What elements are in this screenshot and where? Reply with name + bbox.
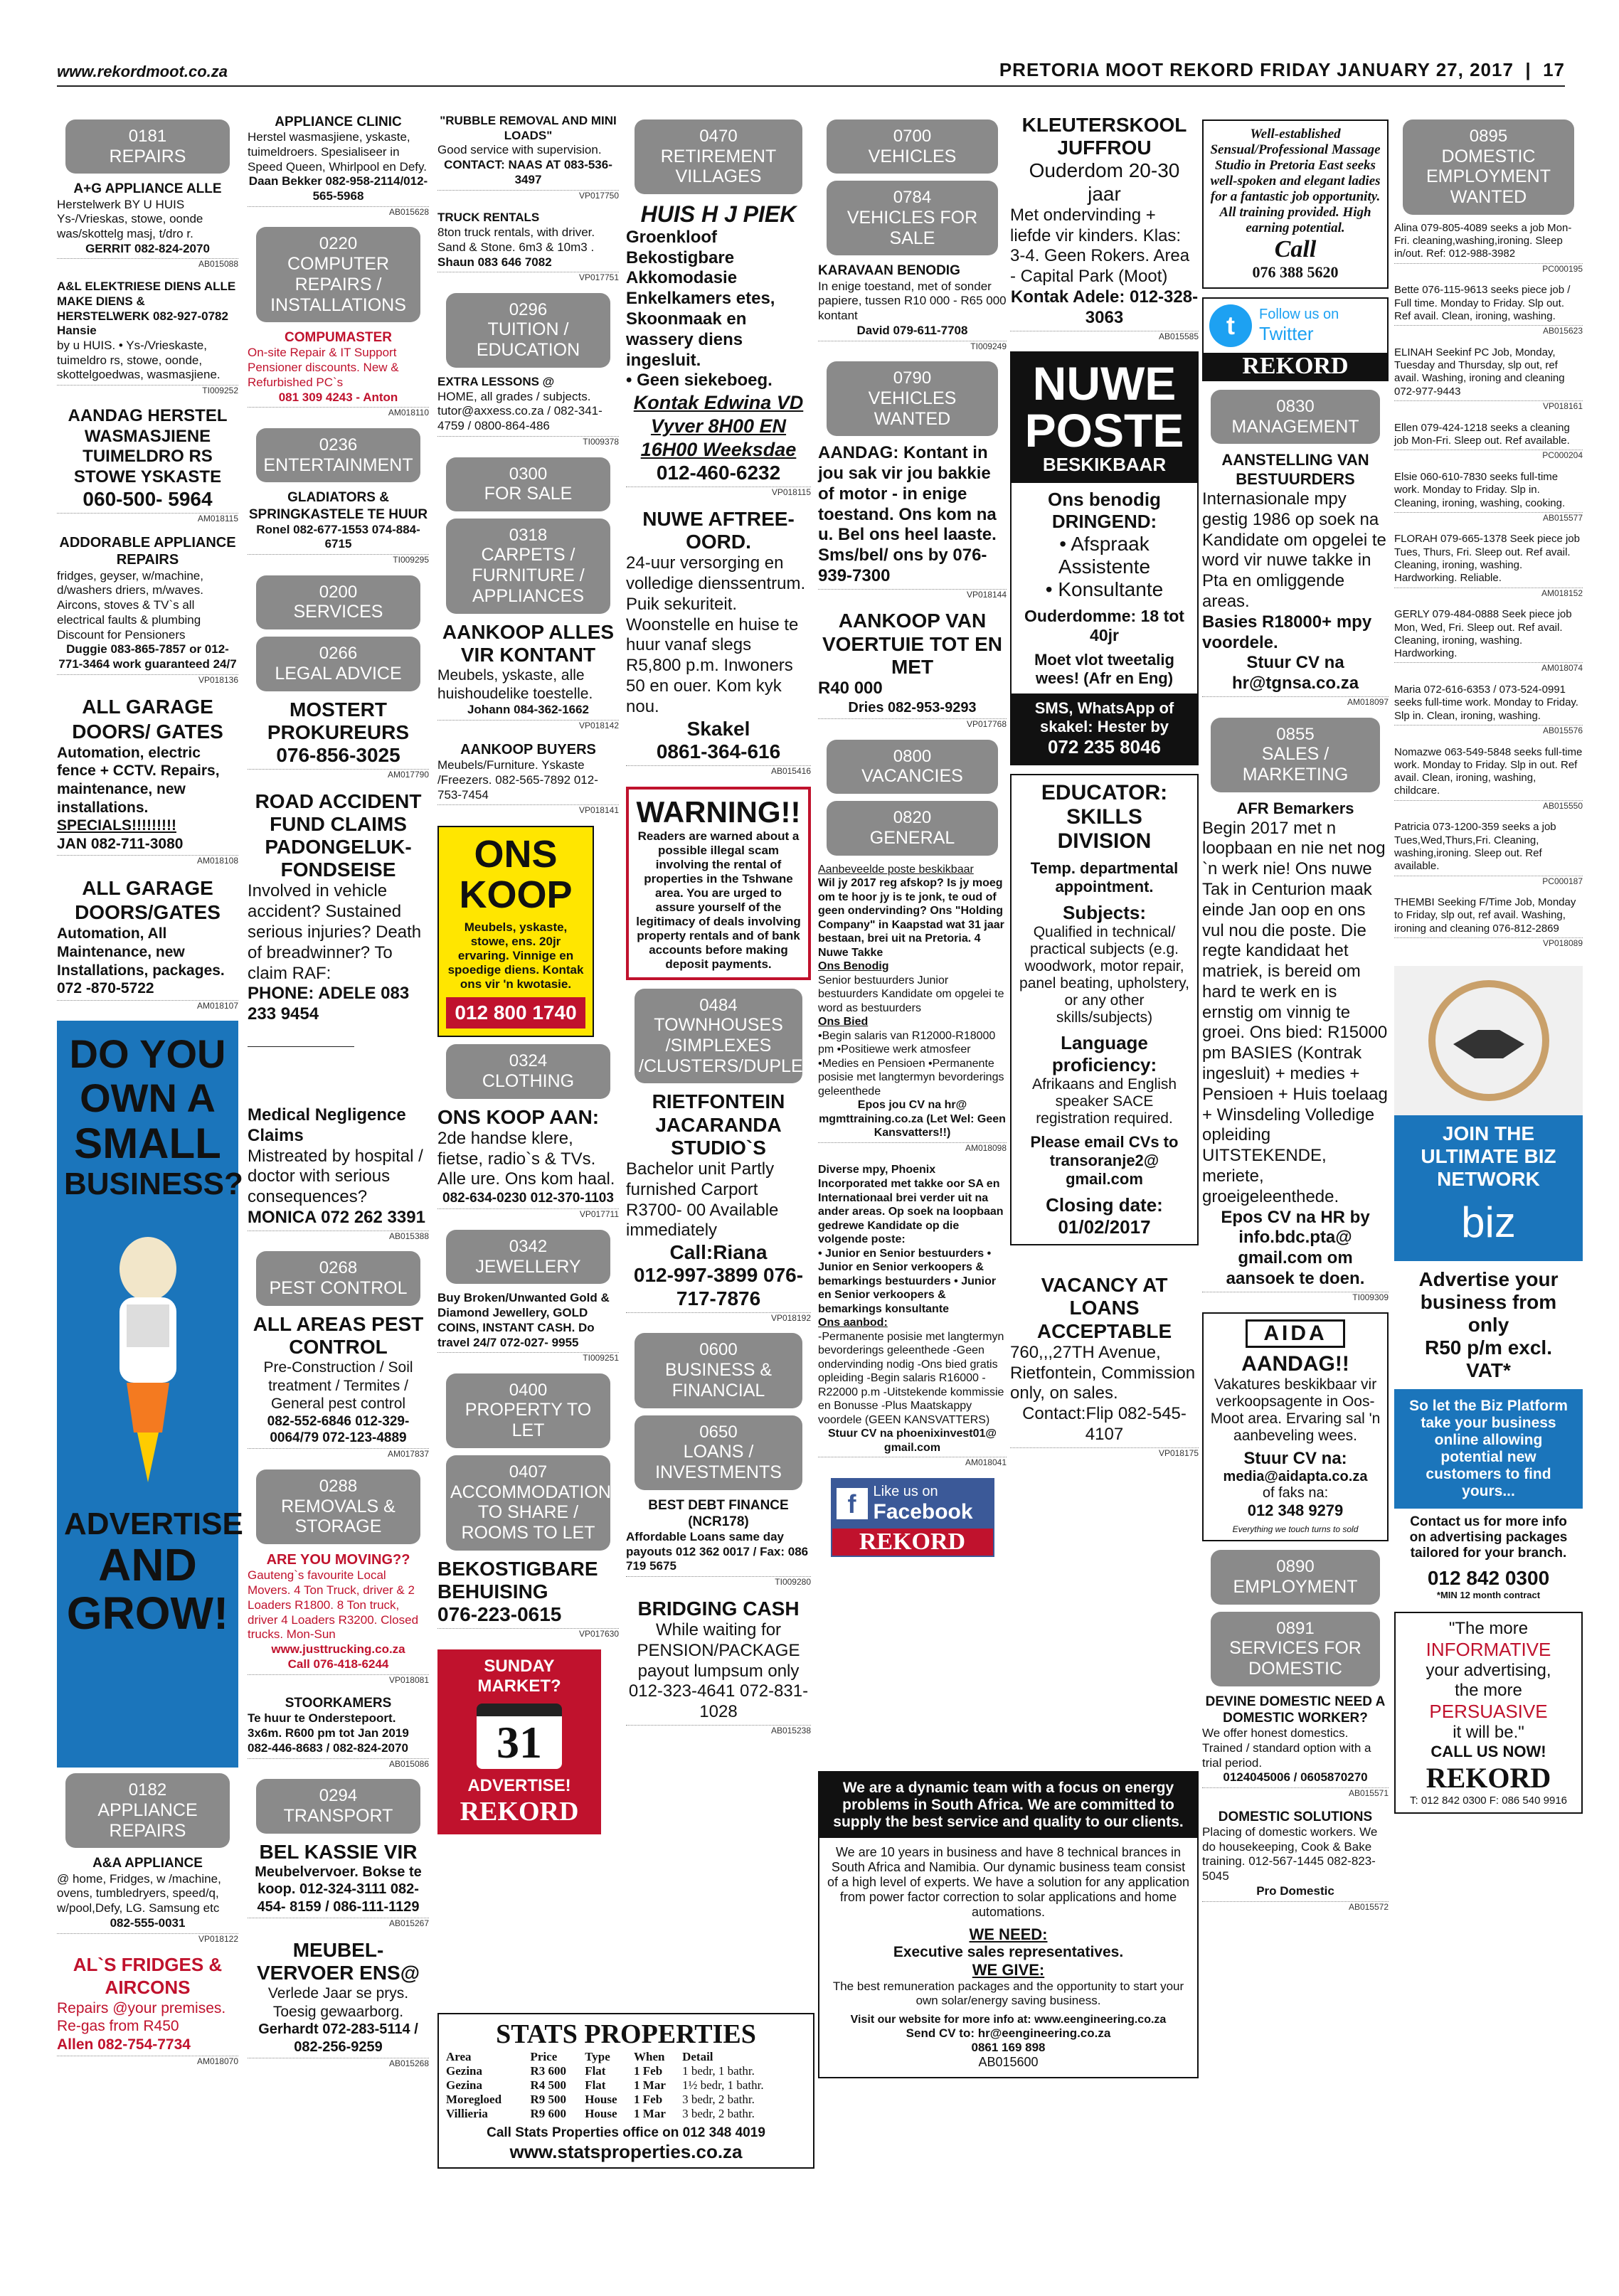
- column-6: [1010, 114, 1199, 1468]
- nuwe-poste-ad: NUWE POSTE BESKIKBAAR Ons benodig DRINGEND: • Afspraak Assistente • Konsultante Ouderdomme: 18 tot 40jr Moet vlot tweetalig wees! (Afr en Eng) SMS, WhatsApp of skakel: Hester by 072 235 8046: [1010, 351, 1199, 765]
- classified-ad: TRUCK RENTALS 8ton truck rentals, with driver. Sand & Stone. 6m3 & 10m3 . Shaun 083 646 7082 VP017751: [437, 211, 619, 283]
- table-header: Area Price Type When Detail: [446, 2050, 713, 2063]
- column-4: [626, 114, 839, 1746]
- classified-ad: HUIS H J PIEK Groenkloof Bekostigbare Akkomodasie Enkelkamers etes, Skoonmaak en wassery diens ingesluit. • Geen siekeboeg. Kontak Edwina VD Vyver 8H00 EN 16H00 Weeksdae 012-460-6232 VP018115: [626, 201, 811, 498]
- aida-ad: AIDA AANDAG!! Vakatures beskikbaar vir verkoopsagente in Oos-Moot area. Ervaring sal 'n aanbeveling wees. Stuur CV na: media@aidapta.co.za of faks na: 012 348 9279 Everything we touch turns to sold: [1202, 1312, 1389, 1541]
- category-sales-marketing: 0855 SALES / MARKETING: [1211, 718, 1380, 792]
- aida-logo: AIDA: [1246, 1319, 1345, 1348]
- classified-ad: AANKOOP BUYERS Meubels/Furniture. Yskaste /Freezers. 082-565-7892 012- 753-7454 VP018141: [437, 741, 619, 816]
- classified-ad: "RUBBLE REMOVAL AND MINI LOADS" Good service with supervision. CONTACT: NAAS AT 083-536-3497 VP017750: [437, 114, 619, 201]
- classified-ad: AFR Bemarkers Begin 2017 met n loopbaan en nie net nog `n werk nie! Ons nuwe Tak in Centurion maak einde Jan oop en ons vul nou die poste. Die regte kandidaat het matriek, is bereid om hard te werk en is ernstig om vinnig te groei. Ons bied: R15000 pm BASIES (Kontrak ingesluit) + medies + Pensioen + Huis toelaag + Winsdeling Volledige opleiding UITSTEKENDE, meriete, groeigeleenthede. Epos CV na HR by info.bdc.pta@ gmail.com om aansoek te doen. TI009309: [1202, 799, 1389, 1302]
- category-services: 0200 SERVICES: [256, 575, 420, 629]
- classified-ad: AANKOOP ALLES VIR KONTANT Meubels, yskaste, alle huishoudelike toestelle. Johann 084-362-1662 VP018142: [437, 620, 619, 731]
- classified-ad: Medical Negligence Claims Mistreated by hospital / doctor with serious consequences? MONICA 072 262 3391 AB015388: [248, 1105, 429, 1241]
- table-row: Gezina R4 500 Flat 1 Mar 1½ bedr, 1 bathr.: [446, 2078, 764, 2092]
- category-clothing: 0324 CLOTHING: [446, 1044, 610, 1098]
- paper-title: PRETORIA MOOT REKORD FRIDAY JANUARY 27, 2017 | 17: [999, 59, 1565, 80]
- classified-ad: GLADIATORS & SPRINGKASTELE TE HUUR Ronel 082-677-1553 074-884-6715 TI009295: [248, 490, 429, 565]
- classified-ad: Aanbeveelde poste beskikbaar Wil jy 2017 reg afskop? Is jy moeg om te hoor jy is te jonk, te oud of geen ondervinding? Ons "Holding Company" in Kaapstad wat 31 jaar bestaan, brei uit na Pretoria. 4 Nuwe Takke Ons Benodig Senior bestuurders Junior bestuurders Kandidate om opgelei te word as bestuurders Ons Bied •Begin salaris van R12000-R18000 pm •Positiewe werk atmosfeer •Medies en Pensioen •Permanente posisie met langtermyn bevorderings geleenthede Epos jou CV na hr@ mgmttraining.co.za (Let Wel: Geen Kansvatters!!) AM018098: [818, 863, 1007, 1153]
- category-employment: 0890 EMPLOYMENT: [1211, 1550, 1380, 1604]
- classified-ad: BRIDGING CASH While waiting for PENSION/PACKAGE payout lumpsum only 012-323-4641 072-831-1028 AB015238: [626, 1598, 811, 1739]
- classified-ad: MEUBEL-VERVOER ENS@ Verlede Jaar se prys. Toesig gewaarborg. Gerhardt 072-283-5114 / 082-256-9259 AB015268: [248, 1939, 429, 2072]
- list-item: Bette 076-115-9613 seeks piece job / Full time. Monday to Friday. Slp out. Ref avail. Clean, ironing, washing. AB015623: [1394, 284, 1583, 336]
- category-accommodation: 0407 ACCOMMODATION TO SHARE / ROOMS TO LET: [446, 1455, 610, 1551]
- list-item: FLORAH 079-665-1378 Seek piece job Tues, Thurs, Fri. Sleep out. Ref avail. Cleaning, ironing, washing. Hardworking. Reliable. AM018152: [1394, 533, 1583, 598]
- list-item: Nomazwe 063-549-5848 seeks full-time work. Monday to Friday. Slp in out. Ref avail. Clean, ironing, washing, childcare. AB015550: [1394, 745, 1583, 811]
- category-vehicles: 0700 VEHICLES: [827, 119, 998, 174]
- warning-notice: WARNING!! Readers are warned about a possible illegal scam involving the rental of properties in the Tshwane area. You are urged to assure yourself of the legitimacy of deals involving property rentals and of bank accounts before making deposit payments.: [626, 787, 811, 980]
- classified-ad: BEL KASSIE VIR Meubelvervoer. Bokse te koop. 012-324-3111 082-454- 8159 / 086-111-1129 AB015267: [248, 1841, 429, 1932]
- category-carpets-furniture: 0318 CARPETS / FURNITURE / APPLIANCES: [446, 519, 610, 614]
- column-5: [818, 114, 1007, 1557]
- category-management: 0830 MANAGEMENT: [1211, 390, 1380, 444]
- facebook-promo[interactable]: f Like us on Facebook REKORD: [831, 1478, 994, 1557]
- classified-ad: ALL GARAGE DOORS/ GATES Automation, electric fence + CCTV. Repairs, maintenance, new installations. SPECIALS!!!!!!!!! JAN 082-711-3080 AM018108: [57, 696, 238, 866]
- category-for-sale: 0300 FOR SALE: [446, 457, 610, 511]
- table-row: Moregloed R9 500 House 1 Feb 3 bedr, 2 bathr.: [446, 2093, 755, 2106]
- twitter-promo[interactable]: t Follow us on Twitter REKORD: [1202, 297, 1389, 381]
- category-repairs: 0181 REPAIRS: [65, 119, 230, 174]
- classified-ad: COMPUMASTER On-site Repair & IT Support Pensioner discounts. New & Refurbished PC`s 081 309 4243 - Anton AM018110: [248, 330, 429, 418]
- eengineering-ad: We are a dynamic team with a focus on energy problems in South Africa. We are committed to supply the best service and quality to our clients. We are 10 years in business and have 8 technical brances in South Africa and Namibia. Our dynamic business team consist of a high level of experts. We have a solution for any application from power factor correction to solar applications and home automations. WE NEED: Executive sales representatives. WE GIVE: The best remuneration packages and the opportunity to start your own solar/energy saving business. Visit our website for more info at: www.eengineering.co.za Send CV to: hr@eengineering.co.za 0861 169 898 AB015600: [818, 1771, 1199, 2078]
- list-item: Ellen 079-424-1218 seeks a cleaning job Mon-Fri. Sleep out. Ref available. PC000204: [1394, 421, 1583, 461]
- column-1: [57, 114, 243, 2077]
- classified-ad: A&L ELEKTRIESE DIENS ALLE MAKE DIENS & HERSTELWERK 082-927-0782 Hansie by u HUIS. • Ys-/Vrieskaste, tuimeldro rs, stowe, oonde, skottelgoedwas, wasmasjiene. TI009252: [57, 280, 238, 396]
- ons-koop-ad: ONS KOOP Meubels, yskaste, stowe, ens. 20jr ervaring. Vinnige en spoedige diens. Kontak ons vir 'n kwotasie. 012 800 1740: [437, 826, 594, 1037]
- classified-ad: ONS KOOP AAN: 2de handse klere, fietse, radio`s & TVs. Alle ure. Ons kom haal. 082-634-0230 012-370-1103 VP017711: [437, 1105, 619, 1220]
- educator-ad: EDUCATOR: SKILLS DIVISION Temp. departmental appointment. Subjects: Qualified in technical/ practical subjects (e.g. woodwork, motor repair, panel beating, upholstery, or any other skills/subjects) Language proficiency: Afrikaans and English speaker SACE registration required. Please email CVs to transoranje2@ gmail.com Closing date: 01/02/2017: [1010, 774, 1199, 1245]
- handshake-image: [1394, 966, 1583, 1115]
- classified-ad: ADDORABLE APPLIANCE REPAIRS fridges, geyser, w/machine, d/washers driers, m/waves. Aircons, stoves & TV`s all electrical faults & plumbing Discount for Pensioners Duggie 083-865-7857 or 012-771-3464 work guaranteed 24/7 VP018136: [57, 534, 238, 685]
- biz-logo: biz: [1461, 1198, 1516, 1246]
- site-url[interactable]: www.rekordmoot.co.za: [57, 63, 228, 80]
- column-2: [248, 114, 429, 2079]
- classified-ad: ARE YOU MOVING?? Gauteng`s favourite Local Movers. 4 Ton Truck, driver & 2 Loaders R1800. 8 Ton truck, driver 4 Loaders R3200. Closed trucks. Mon-Sun www.justtrucking.co.za Call 076-418-6244 VP018081: [248, 1552, 429, 1685]
- category-property-to-let: 0400 PROPERTY TO LET: [446, 1373, 610, 1448]
- classified-ad: DEVINE DOMESTIC NEED A DOMESTIC WORKER? We offer honest domestics. Trained / standard option with a trial period. 0124045006 / 0605870270 AB015571: [1202, 1694, 1389, 1799]
- classified-ad: STOORKAMERS Te huur te Onderstepoort. 3x6m. R600 pm tot Jan 2019 082-446-8683 / 082-824-2070 AB015086: [248, 1696, 429, 1769]
- classified-ad: AANKOOP VAN VOERTUIE TOT EN MET R40 000 Dries 082-953-9293 VP017768: [818, 610, 1007, 730]
- list-item: GERLY 079-484-0888 Seek piece job Mon, Wed, Fri. Sleep out. Ref avail. Cleaning, ironing, washing. Hardworking. AM018074: [1394, 608, 1583, 674]
- classified-ad: BEST DEBT FINANCE (NCR178) Affordable Loans same day payouts 012 362 0017 / Fax: 086 719 5675 TI009280: [626, 1497, 811, 1588]
- category-townhouses: 0484 TOWNHOUSES /SIMPLEXES /CLUSTERS/DUPLEXES: [635, 989, 802, 1084]
- category-domestic-employment-wanted: 0895 DOMESTIC EMPLOYMENT WANTED: [1403, 119, 1574, 215]
- list-item: Elsie 060-610-7830 seeks full-time work. Monday to Friday. Slp in. Cleaning, ironing, washing, cooking. AB015577: [1394, 470, 1583, 523]
- facebook-icon: f: [837, 1488, 868, 1519]
- domestic-list: [1394, 222, 1583, 952]
- category-tuition: 0296 TUITION / EDUCATION: [446, 293, 610, 368]
- category-pest-control: 0268 PEST CONTROL: [256, 1251, 420, 1305]
- list-item: THEMBI Seeking F/Time Job, Monday to Friday, slp out, ref avail. Washing, ironing and cleaning 076-812-2869 VP018089: [1394, 896, 1583, 949]
- category-entertainment: 0236 ENTERTAINMENT: [256, 428, 420, 482]
- classified-ad: APPLIANCE CLINIC Herstel wasmasjiene, yskaste, tuimeldroers. Spesialiseer in Speed Queen, Whirlpool en Defy. Daan Bekker 082-958-2114/012-565-5968 AB015628: [248, 115, 429, 217]
- category-jewellery: 0342 JEWELLERY: [446, 1230, 610, 1284]
- list-item: Maria 072-616-6353 / 073-524-0991 seeks full-time work. Monday to Friday. Slp in. Clean, ironing, washing. AB015576: [1394, 684, 1583, 735]
- category-retirement: 0470 RETIREMENT VILLAGES: [635, 119, 802, 194]
- page-header: [57, 55, 1565, 87]
- stats-properties-ad: STATS PROPERTIES Area Price Type When Detail Gezina R3 600 Flat 1 Feb 1 bedr, 1 bathr. Gezina R4 500 Flat 1 Mar 1½ bedr, 1 bathr. Moregloed R9 500 House 1 Feb 3 bedr, 2 bathr. Villieria R9 600 House 1 Mar 3 bedr, 2 bathr. Call Stats Properties office on 012 348 4019 www.statsproperties.co.za: [437, 2013, 814, 2169]
- classified-ad: ALL AREAS PEST CONTROL Pre-Construction / Soil treatment / Termites / General pest control 082-552-6846 012-329-0064/79 072-123-4889 AM017837: [248, 1313, 429, 1462]
- category-general: 0820 GENERAL: [827, 801, 998, 855]
- biz-network-promo: JOIN THE ULTIMATE BIZ NETWORK biz Advertise your business from only R50 p/m excl. VAT* So let the Biz Platform take your business online allowing potential new customers to find yours... Contact us for more info on advertising packages tailored for your branch. 012 842 0300 *MIN 12 month contract: [1394, 966, 1583, 1600]
- table-row: Villieria R9 600 House 1 Mar 3 bedr, 2 bathr.: [446, 2107, 755, 2120]
- category-services-domestic: 0891 SERVICES FOR DOMESTIC: [1211, 1612, 1380, 1686]
- classified-ad: MOSTERT PROKUREURS 076-856-3025 AM017790: [248, 698, 429, 783]
- list-item: Alina 079-805-4089 seeks a job Mon-Fri. cleaning,washing,ironing. Sleep in/out. Ref: 012-988-3982 PC000195: [1394, 221, 1583, 274]
- page-number: 17: [1543, 59, 1565, 80]
- classified-ad: AANSTELLING VAN BESTUURDERS Internasionale mpy gestig 1986 op soek na Kandidate om opgelei te word vir nuwe takke in Pta en omliggende areas. Basies R18000+ mpy voordele. Stuur CV na hr@tgnsa.co.za AM018097: [1202, 451, 1389, 707]
- classified-ad: AL`S FRIDGES & AIRCONS Repairs @your premises. Re-gas from R450 Allen 082-754-7734 AM018070: [57, 1954, 238, 2067]
- classified-ad: A+G APPLIANCE ALLE Herstelwerk BY U HUIS Ys-/Vrieskas, stowe, oonde was/skottelg masj, t/dro r. GERRIT 082-824-2070 AB015088: [57, 181, 238, 270]
- category-computer-repairs: 0220 COMPUTER REPAIRS / INSTALLATIONS: [256, 227, 420, 322]
- classified-ad: NUWE AFTREE-OORD. 24-uur versorging en volledige dienssentrum. Puik sekuriteit. Woonstelle en huise te huur vanaf slegs R5,800 p.m. Inwoners 50 en ouer. Kom kyk nou. Skakel 0861-364-616 AB015416: [626, 507, 811, 777]
- classified-ad: A&A APPLIANCE @ home, Fridges, w /machine, ovens, tumbledryers, speed/q, w/pool,Defy, LG. Samsung etc 082-555-0031 VP018122: [57, 1856, 238, 1944]
- classified-ad: Diverse mpy, Phoenix Incorporated met takke oor SA en Internationaal brei verder uit na ander areas. Op soek na loopbaan gedrewe Kandidate op die volgende poste: • Junior en Senior bestuurders • Junior en Senior verkoopers & bemarkings bestuurders • Junior en Senior verkoopers & bemarkings konsultante Ons aanbod: -Permanente posisie met langtermyn bevorderings geleenthede -Geen ondervinding nodig -Ons bied gratis opleiding -Begin salaris R16000 - R22000 p.m -Uitstekende kommissie en Bonusse -Plus Maatskappy voordele (GEEN KANSVATTERS) Stuur CV na phoenixinvest01@ gmail.com AM018041: [818, 1164, 1007, 1468]
- classified-ad: DOMESTIC SOLUTIONS Placing of domestic workers. We do housekeeping, Cook & Bake training. 012-567-1445 082-823-5045 Pro Domestic AB015572: [1202, 1809, 1389, 1912]
- classified-ad: Buy Broken/Unwanted Gold & Diamond Jewellery, GOLD COINS, INSTANT CASH. Do travel 24/7 072-027- 9955 TI009251: [437, 1291, 619, 1364]
- column-8: [1394, 114, 1583, 1822]
- table-row: Gezina R3 600 Flat 1 Feb 1 bedr, 1 bathr.: [446, 2064, 755, 2078]
- list-item: Patricia 073-1200-359 seeks a job Tues,Wed,Thurs,Fri. Cleaning, washing,ironing. Sleep out. Ref available. PC000187: [1394, 821, 1583, 886]
- classified-ad: BEKOSTIGBARE BEHUISING 076-223-0615 VP017630: [437, 1557, 619, 1639]
- classified-ad: KLEUTERSKOOL JUFFROU Ouderdom 20-30 jaar Met ondervinding + liefde vir kinders. Klas: 3-4. Geen Rokers. Area - Capital Park (Moot) Kontak Adele: 012-328-3063 AB015585: [1010, 114, 1199, 341]
- massage-studio-ad: Well-established Sensual/Professional Massage Studio in Pretoria East seeks well-spoken and elegant ladies for a fantastic job opportunity. All training provided. High earning potential. Call 076 388 5620: [1202, 119, 1389, 289]
- category-business-financial: 0600 BUSINESS & FINANCIAL: [635, 1333, 802, 1408]
- classified-ad: ALL GARAGE DOORS/GATES Automation, All Maintenance, new Installations, packages. 072 -870-5722 AM018107: [57, 876, 238, 1011]
- category-transport: 0294 TRANSPORT: [256, 1779, 420, 1833]
- column-7: [1202, 114, 1389, 1922]
- sunday-market-promo: SUNDAY MARKET? 31 ADVERTISE! REKORD: [437, 1649, 601, 1834]
- category-vehicles-wanted: 0790 VEHICLES WANTED: [827, 361, 998, 436]
- classified-ad: AANDAG: Kontant in jou sak vir jou bakkie of motor - in enige toestand. Ons kom na u. Bel ons heel laaste. Sms/bel/ ons by 076-939-7300 VP018144: [818, 443, 1007, 600]
- classified-ad: ROAD ACCIDENT FUND CLAIMS PADONGELUK-FONDSEISE Involved in vehicle accident? Sustained serious injuries? Death of breadwinner? To claim RAF: PHONE: ADELE 083 233 9454: [248, 790, 429, 1056]
- category-vehicles-for-sale: 0784 VEHICLES FOR SALE: [827, 181, 998, 255]
- twitter-icon: t: [1209, 304, 1252, 347]
- classified-ad: RIETFONTEIN JACARANDA STUDIO`S Bachelor unit Partly furnished Carport R3700- 00 Available immediately Call:Riana 012-997-3899 076-717-7876 VP018192: [626, 1090, 811, 1323]
- rocket-man-icon: [64, 1201, 231, 1507]
- advertise-quote-ad: "The more INFORMATIVE your advertising, the more PERSUASIVE it will be." CALL US NOW! REKORD T: 012 842 0300 F: 086 540 9916: [1394, 1612, 1583, 1814]
- classified-ad: EXTRA LESSONS @ HOME, all grades / subjects. tutor@axxess.co.za / 082-341-4759 / 0800-864-486 TI009378: [437, 374, 619, 447]
- small-business-promo: DO YOU OWN A SMALL BUSINESS? ADVERTISE AND GROW!: [57, 1021, 238, 1768]
- category-legal-advice: 0266 LEGAL ADVICE: [256, 637, 420, 691]
- classified-ad: KARAVAAN BENODIG In enige toestand, met of sonder papiere, tussen R10 000 - R65 000 kontant David 079-611-7708 TI009249: [818, 263, 1007, 351]
- classified-ad: VACANCY AT LOANS ACCEPTABLE 760,,,27TH Avenue, Rietfontein, Commission only, on sales. Contact:Flip 082-545-4107 VP018175: [1010, 1274, 1199, 1458]
- category-appliance-repairs: 0182 APPLIANCE REPAIRS: [65, 1773, 230, 1848]
- list-item: ELINAH Seekinf PC Job, Monday, Tuesday and Thursday, slp out, ref avail. Washing, ironing and cleaning 072-977-9443 VP018161: [1394, 346, 1583, 412]
- classified-ad: AANDAG HERSTEL WASMASJIENE TUIMELDRO RS STOWE YSKASTE 060-500- 5964 AM018115: [57, 406, 238, 527]
- category-loans: 0650 LOANS / INVESTMENTS: [635, 1415, 802, 1490]
- column-3: [437, 114, 619, 1834]
- category-removals-storage: 0288 REMOVALS & STORAGE: [256, 1469, 420, 1544]
- calendar-icon: 31: [477, 1704, 562, 1769]
- category-vacancies: 0800 VACANCIES: [827, 740, 998, 794]
- stats-table: [446, 2050, 806, 2121]
